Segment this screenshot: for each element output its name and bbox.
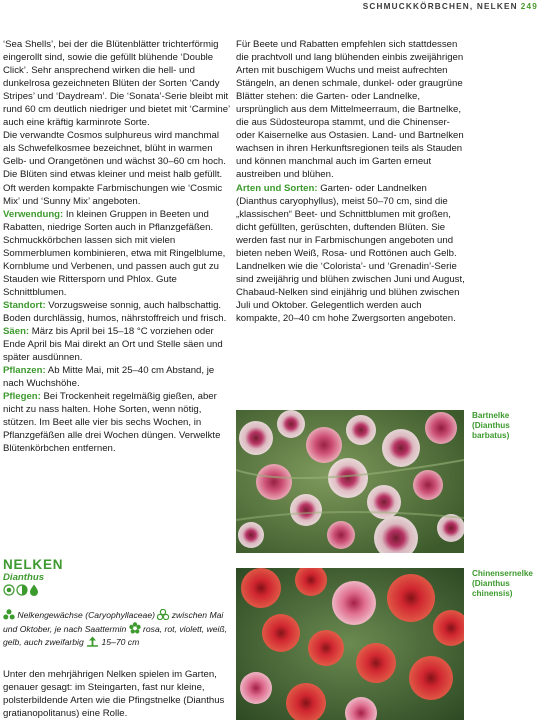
- section-latin-name: Dianthus: [3, 572, 45, 583]
- plant-label: Pflanzen:: [3, 365, 46, 377]
- caption-common-name: Bartnelke: [472, 411, 510, 420]
- paragraph-use: [3, 208, 231, 299]
- height-icon: [86, 636, 99, 647]
- use-text: In kleinen Gruppen in Beeten und Rabatten, niedrige Sorten auch in Pflanzgefäßen. Schmuckkörbchen lassen sich mit vielen Sommerblumen kombinieren, etwa mit Ringelblume, Kornblume und Verbenen, und passen auch gut zu Stauden wie Rittersporn und Phlox. Gute Schnittblumen.: [3, 208, 226, 298]
- site-text: Vorzugsweise sonnig, auch halbschattig. Boden durchlässig, humos, nährstoffreich und frisch.: [3, 299, 227, 324]
- paragraph-plant: [3, 364, 231, 390]
- nelken-intro-paragraph: Unter den mehrjährigen Nelken spielen im Garten, genauer gesagt: im Steingarten, fast nur kleine, polsterbildende Arten wie die Pfingstnelke (Dianthus gratianopolitanus) eine Rolle.: [3, 669, 225, 720]
- sow-label: Säen:: [3, 326, 30, 338]
- paragraph-nelken-types: Für Beete und Rabatten empfehlen sich stattdessen die prachtvoll und lang blühenden einbis zweijährigen Arten mit buschigem Wuchs und meist aufrechten Stängeln, an denen schmale, dunkel- oder graugrüne Blätter stehen: die Garten- oder Landnelke, ursprünglich aus dem Mittelmeerraum, die Bartnelke, die aus Südosteuropa stammt, und die Chinenser- oder Kaisernelke aus Ostasien. Land- und Bartnelken wachsen in ihren Herkunftsregionen teils als Stauden und können manchmal auch im Garten erneut austreiben und blühen.: [236, 39, 464, 181]
- plant-family-icon: [3, 609, 15, 620]
- paragraph-species: [236, 182, 466, 326]
- running-head: [363, 2, 538, 11]
- caption-latin-name: (Dianthus chinensis): [472, 579, 513, 598]
- species-text: Garten- oder Landnelken (Dianthus caryophyllus), meist 50–70 cm, sind die „klassischen“ Beet- und Schnittblumen mit großen, dicht gefüllten, gerüschten, duftenden Blüten. Sie werden fast nur in Farbmischungen angeboten und bieten neben Weiß, Rosa- und Rottönen auch Gelb. Landnelken wie die ‘Coloristа’- und ‘Grenadin’-Serie sind zweijährig und blühen zwischen Juni und August, Chabaud-Nelken sind einjährig und blühen zwischen Juli und Oktober. Gelegentlich werden auch kompakte, 20–40 cm hohe Zwergsorten angeboten.: [236, 182, 465, 324]
- caption-common-name: Chinensernelke: [472, 569, 533, 578]
- care-text: Bei Trockenheit regelmäßig gießen, aber nicht zu nass halten. Hohe Sorten, wenn nötig, stützen. Im Beet alle vier bis sechs Wochen, in Pflanzgefäßen alle drei Wochen düngen. Verwelkte Blütenkörbchen entfernen.: [3, 391, 221, 455]
- species-info: [3, 609, 231, 649]
- paragraph-sow: [3, 325, 231, 364]
- paragraph-site: [3, 299, 231, 325]
- caption-chinensernelke: [472, 569, 544, 599]
- site-icons: [3, 584, 39, 596]
- paragraph-care: [3, 390, 231, 455]
- species-label: Arten und Sorten:: [236, 182, 318, 194]
- photo-bartnelke: [236, 410, 464, 553]
- use-label: Verwendung:: [3, 208, 64, 220]
- running-title: SCHMUCKKÖRBCHEN, NELKEN: [362, 2, 518, 11]
- flower-icon: [129, 622, 141, 634]
- page-number: 249: [520, 2, 538, 11]
- plant-text: Ab Mitte Mai, mit 25–40 cm Abstand, je nach Wuchshöhe.: [3, 365, 215, 390]
- bloom-time-text: zwischen Mai und Oktober, je nach Saattermin: [3, 610, 224, 634]
- section-title: NELKEN: [3, 557, 64, 572]
- height-text: 15–70 cm: [99, 637, 140, 647]
- caption-latin-name: (Dianthus barbatus): [472, 421, 510, 440]
- right-column: [236, 38, 466, 325]
- half-shade-icon: [16, 584, 28, 596]
- colors-text: rosa, rot, violett, weiß, gelb, auch zweifarbig: [3, 624, 228, 647]
- left-column: [3, 38, 231, 456]
- caption-bartnelke: [472, 411, 544, 441]
- site-label: Standort:: [3, 299, 46, 311]
- paragraph-cosmos-varieties: ‘Sea Shells’, bei der die Blütenblätter trichterförmig eingerollt sind, sowie die gefüllt blühende ‘Double Click’. Sehr ansprechend wirken die hell- und dunkelrosa gezeichneten Blüten der Sorten ‘Candy Stripes’ und ‘Daydream’. Die ‘Sonata’-Serie bleibt mit rund 60 cm deutlich niedriger und bietet mit ‘Carmine’ auch eine kräftig karminrote Sorte.: [3, 39, 230, 129]
- paragraph-cosmos-sulphureus: Die verwandte Cosmos sulphureus wird manchmal als Schwefelkosmee bezeichnet, blüht in warmen Gelb- und Orangetönen und wächst 30–60 cm hoch. Die Blüten sind etwas kleiner und meist halb gefüllt. Oft werden kompakte Farbmischungen wie ‘Cosmic Mix’ und ‘Sunny Mix’ angeboten.: [3, 130, 226, 207]
- clover-icon: [157, 609, 169, 620]
- water-drop-icon: [29, 584, 39, 596]
- sun-icon: [3, 584, 15, 596]
- photo-chinensernelke: [236, 568, 464, 720]
- care-label: Pflegen:: [3, 391, 41, 403]
- sow-text: März bis April bei 15–18 °C vorziehen oder Ende April bis Mai direkt an Ort und Stelle säen und später ausdünnen.: [3, 326, 223, 364]
- family-text: Nelkengewächse (Caryophyllaceae): [17, 610, 155, 620]
